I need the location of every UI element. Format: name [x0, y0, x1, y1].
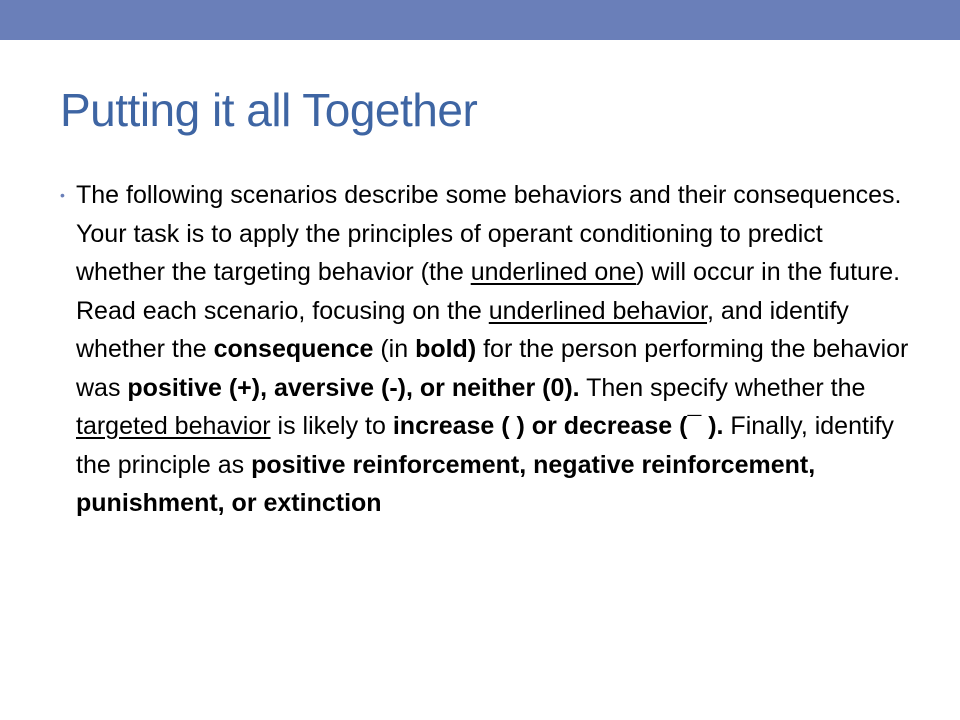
- text-run: The following scenarios describe some behaviors and their consequences. Your task is to apply the principles of operant conditioning to predict whether the targeting behavior (the: [76, 181, 902, 286]
- bold-text: positive reinforcement, negative reinforcement, punishment, or extinction: [76, 450, 816, 517]
- slide-body: [60, 176, 910, 523]
- text-run: , and identify whether the: [76, 296, 849, 363]
- text-run: (in: [373, 335, 416, 363]
- bold-text: bold): [415, 335, 477, 363]
- bold-text: positive (+), aversive (-), or neither (0).: [127, 373, 580, 402]
- underlined-text: targeted behavior: [76, 412, 271, 440]
- text-run: Finally, identify the principle as: [76, 412, 894, 479]
- slide-title: Putting it all Together: [60, 84, 478, 136]
- text-run: is likely to: [270, 412, 393, 440]
- bullet-icon: •: [60, 187, 65, 203]
- text-run: Then specify whether the: [579, 373, 866, 402]
- underlined-text: underlined one: [470, 258, 637, 286]
- text-run: for the person performing the behavior was: [76, 335, 909, 402]
- header-band: [0, 0, 960, 40]
- instructions-paragraph: [76, 176, 910, 523]
- text-run: ) will occur in the future. Read each scenario, focusing on the: [76, 258, 901, 325]
- underlined-text: underlined behavior: [488, 296, 708, 325]
- bold-text: consequence: [213, 335, 374, 363]
- bold-text: increase ( ) or decrease (¯ ).: [392, 412, 724, 440]
- bullet-item: [60, 176, 910, 523]
